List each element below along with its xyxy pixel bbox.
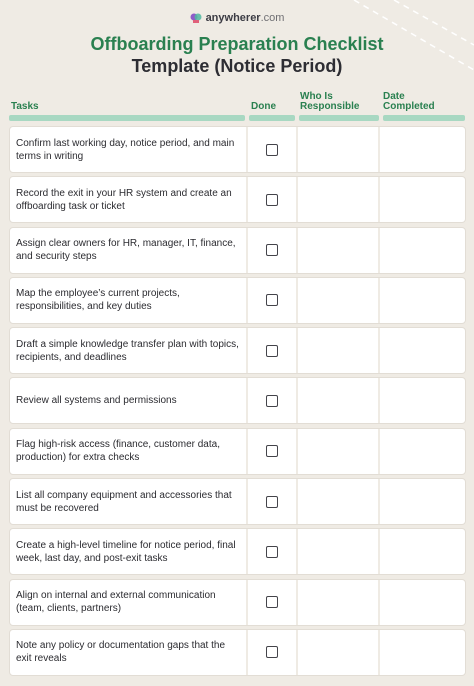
date-completed-field[interactable] <box>380 630 465 675</box>
task-text: Note any policy or documentation gaps that the exit reveals <box>10 630 248 675</box>
who-responsible-field[interactable] <box>298 630 380 675</box>
header-bar-done <box>249 115 295 121</box>
task-text: Confirm last working day, notice period, and main terms in writing <box>10 127 248 172</box>
who-responsible-field[interactable] <box>298 479 380 524</box>
table-row <box>9 277 466 324</box>
table-row <box>9 227 466 274</box>
done-checkbox[interactable] <box>266 546 278 558</box>
column-header-done: Done <box>251 101 276 112</box>
who-responsible-field[interactable] <box>298 177 380 222</box>
done-cell <box>248 328 298 373</box>
table-row <box>9 528 466 575</box>
brand-suffix: .com <box>260 12 285 24</box>
task-text: Record the exit in your HR system and create an offboarding task or ticket <box>10 177 248 222</box>
done-checkbox[interactable] <box>266 194 278 206</box>
task-text: Flag high-risk access (finance, customer data, production) for extra checks <box>10 429 248 474</box>
done-cell <box>248 228 298 273</box>
who-responsible-field[interactable] <box>298 580 380 625</box>
done-checkbox[interactable] <box>266 294 278 306</box>
header-bar-tasks <box>9 115 245 121</box>
done-cell <box>248 378 298 423</box>
table-row <box>9 126 466 173</box>
done-cell <box>248 278 298 323</box>
table-row <box>9 428 466 475</box>
done-checkbox[interactable] <box>266 395 278 407</box>
table-row <box>9 478 466 525</box>
done-checkbox[interactable] <box>266 144 278 156</box>
done-cell <box>248 127 298 172</box>
page-title: Offboarding Preparation Checklist <box>90 34 384 54</box>
date-completed-field[interactable] <box>380 580 465 625</box>
task-text: Create a high-level timeline for notice period, final week, last day, and post-exit tasks <box>10 529 248 574</box>
header-bar-who <box>299 115 379 121</box>
who-responsible-field[interactable] <box>298 278 380 323</box>
done-cell <box>248 580 298 625</box>
date-completed-field[interactable] <box>380 378 465 423</box>
anywherer-logo-icon <box>190 12 202 24</box>
done-checkbox[interactable] <box>266 244 278 256</box>
task-text: List all company equipment and accessories that must be recovered <box>10 479 248 524</box>
date-completed-field[interactable] <box>380 127 465 172</box>
task-text: Align on internal and external communication (team, clients, partners) <box>10 580 248 625</box>
done-checkbox[interactable] <box>266 596 278 608</box>
date-completed-field[interactable] <box>380 429 465 474</box>
table-row <box>9 377 466 424</box>
header-bar-date <box>383 115 465 121</box>
done-cell <box>248 479 298 524</box>
who-responsible-field[interactable] <box>298 378 380 423</box>
done-cell <box>248 529 298 574</box>
brand-name: anywherer <box>205 12 261 24</box>
who-responsible-field[interactable] <box>298 429 380 474</box>
who-responsible-field[interactable] <box>298 228 380 273</box>
date-completed-field[interactable] <box>380 328 465 373</box>
column-header-tasks: Tasks <box>11 101 39 112</box>
done-checkbox[interactable] <box>266 496 278 508</box>
table-row <box>9 629 466 676</box>
column-header-who: Who Is Responsible <box>300 91 360 112</box>
done-checkbox[interactable] <box>266 646 278 658</box>
date-completed-field[interactable] <box>380 278 465 323</box>
table-row <box>9 327 466 374</box>
date-completed-field[interactable] <box>380 228 465 273</box>
date-completed-field[interactable] <box>380 177 465 222</box>
who-responsible-field[interactable] <box>298 328 380 373</box>
done-cell <box>248 177 298 222</box>
done-cell <box>248 630 298 675</box>
date-completed-field[interactable] <box>380 529 465 574</box>
task-text: Draft a simple knowledge transfer plan with topics, recipients, and deadlines <box>10 328 248 373</box>
table-row <box>9 176 466 223</box>
done-cell <box>248 429 298 474</box>
task-text: Review all systems and permissions <box>10 378 248 423</box>
task-text: Map the employee’s current projects, responsibilities, and key duties <box>10 278 248 323</box>
who-responsible-field[interactable] <box>298 127 380 172</box>
page-subtitle: Template (Notice Period) <box>131 56 343 76</box>
done-checkbox[interactable] <box>266 445 278 457</box>
done-checkbox[interactable] <box>266 345 278 357</box>
checklist-table <box>9 126 466 679</box>
column-header-date: Date Completed <box>383 91 435 112</box>
task-text: Assign clear owners for HR, manager, IT, finance, and security steps <box>10 228 248 273</box>
who-responsible-field[interactable] <box>298 529 380 574</box>
date-completed-field[interactable] <box>380 479 465 524</box>
table-row <box>9 579 466 626</box>
brand-logo <box>0 12 474 24</box>
